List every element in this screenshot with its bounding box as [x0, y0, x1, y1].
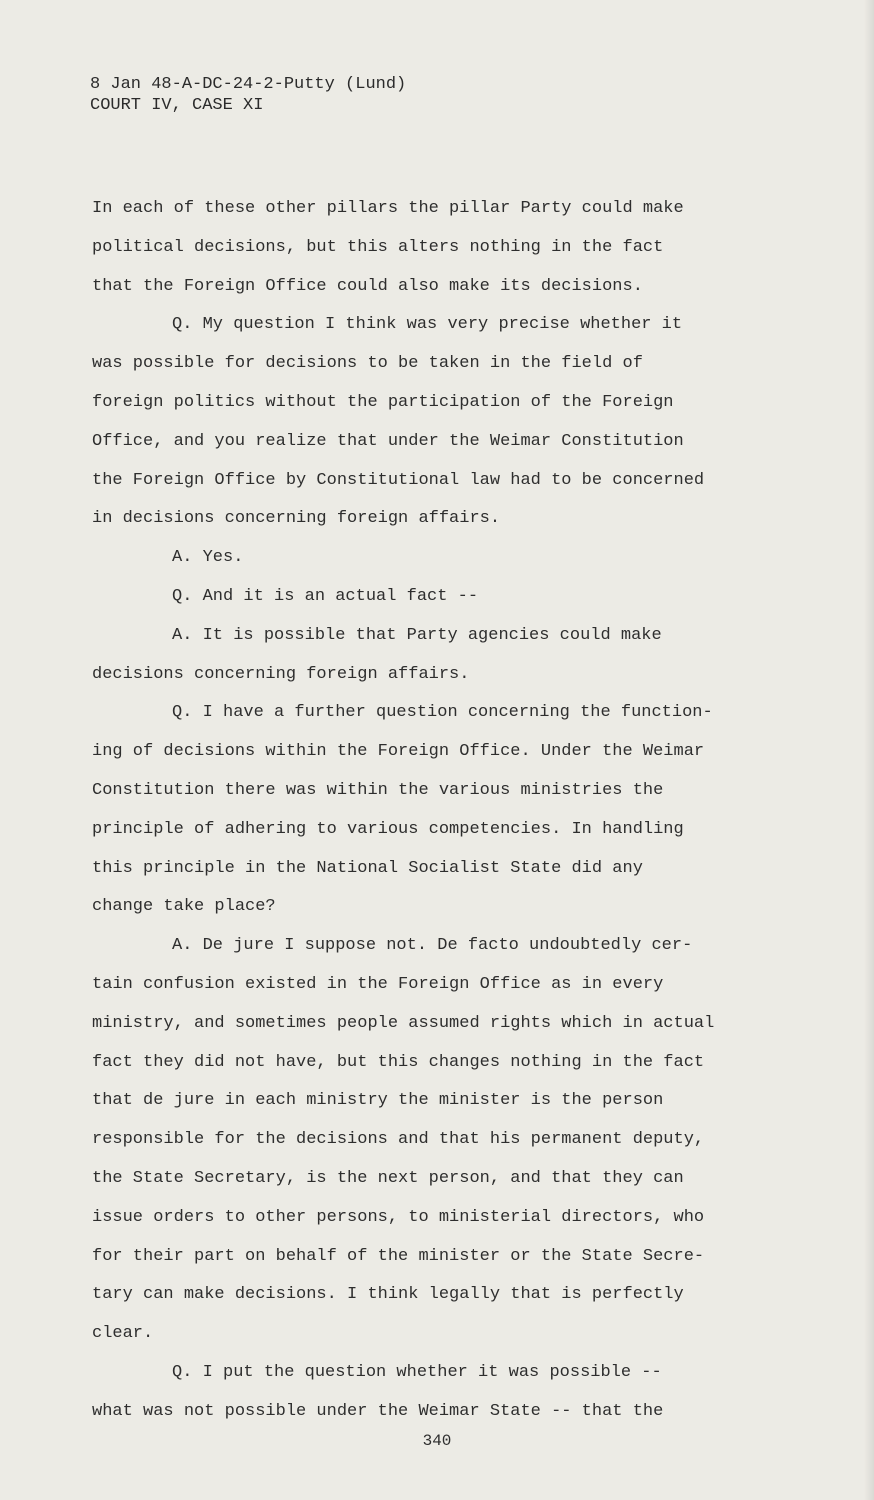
transcript-line: tain confusion existed in the Foreign Office as in every: [92, 974, 664, 994]
transcript-line: the Foreign Office by Constitutional law had to be concerned: [92, 470, 705, 490]
transcript-line: tary can make decisions. I think legally that is perfectly: [92, 1285, 684, 1305]
transcript-line: Constitution there was within the various ministries the: [92, 780, 664, 800]
transcript-line: for their part on behalf of the minister or the State Secre-: [92, 1246, 705, 1266]
transcript-line: Q. I put the question whether it was possible --: [172, 1362, 662, 1382]
transcript-line: principle of adhering to various competencies. In handling: [92, 819, 684, 839]
transcript-line: Q. My question I think was very precise whether it: [172, 315, 683, 335]
transcript-line: change take place?: [92, 897, 276, 917]
page-number: 340: [422, 1432, 452, 1450]
transcript-line: responsible for the decisions and that his permanent deputy,: [92, 1130, 705, 1150]
transcript-line: Office, and you realize that under the Weimar Constitution: [92, 431, 684, 451]
document-header: [90, 74, 406, 116]
transcript-line: ing of decisions within the Foreign Office. Under the Weimar: [92, 742, 705, 762]
transcript-line: issue orders to other persons, to ministerial directors, who: [92, 1207, 705, 1227]
transcript-line: A. Yes.: [172, 548, 244, 568]
transcript-line: in decisions concerning foreign affairs.: [92, 509, 501, 529]
transcript-line: ministry, and sometimes people assumed rights which in actual: [92, 1013, 715, 1033]
transcript-line: that de jure in each ministry the minister is the person: [92, 1091, 664, 1111]
transcript-line: clear.: [92, 1324, 154, 1344]
transcript-line: what was not possible under the Weimar State -- that the: [92, 1401, 664, 1421]
transcript-line: this principle in the National Socialist State did any: [92, 858, 643, 878]
transcript-line: foreign politics without the participation of the Foreign: [92, 392, 674, 412]
transcript-line: Q. And it is an actual fact --: [172, 586, 479, 606]
header-court-line: COURT IV, CASE XI: [90, 96, 264, 115]
transcript-body: [92, 190, 804, 1432]
transcript-line: was possible for decisions to be taken in the field of: [92, 354, 643, 374]
transcript-line: decisions concerning foreign affairs.: [92, 664, 470, 684]
transcript-line: In each of these other pillars the pillar Party could make: [92, 199, 684, 218]
transcript-line: A. It is possible that Party agencies could make: [172, 625, 662, 645]
transcript-line: fact they did not have, but this changes nothing in the fact: [92, 1052, 705, 1072]
transcript-line: that the Foreign Office could also make its decisions.: [92, 276, 643, 296]
transcript-line: political decisions, but this alters nothing in the fact: [92, 237, 664, 257]
transcript-line: the State Secretary, is the next person, and that they can: [92, 1168, 684, 1188]
transcript-line: A. De jure I suppose not. De facto undoubtedly cer-: [172, 936, 693, 956]
transcript-line: Q. I have a further question concerning the function-: [172, 703, 713, 723]
header-reference-line: 8 Jan 48-A-DC-24-2-Putty (Lund): [90, 75, 407, 94]
